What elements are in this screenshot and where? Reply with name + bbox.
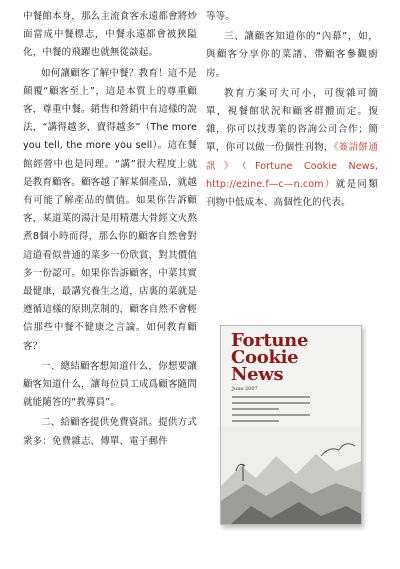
- paragraph-education-plan: [206, 85, 378, 212]
- newsletter-link[interactable]: 《簽語餅通訊》（Fortune Cookie News, http://ezine.f—c—n.com）: [206, 142, 378, 190]
- paragraph-step-three: 三、讓顧客知道你的“內幕”，如，與顧客分享你的菜譜、帶顧客參觀廚房。: [206, 31, 378, 79]
- landscape-painting-icon: [221, 426, 361, 524]
- cover-title-line: News: [231, 364, 284, 385]
- left-column: [23, 8, 197, 453]
- right-column: [206, 8, 378, 214]
- cover-issue-date: June 2007: [232, 386, 258, 392]
- education-plan-text: 教育方案可大可小，可復雜可簡單，視餐館狀況和顧客群體而定。復雜，你可以找專業的咨詢公司合作；簡單，你可以做一份個性刊物，: [206, 87, 378, 154]
- cover-title-line: Fortune: [231, 330, 309, 351]
- paragraph-step-one: 一、總結顧客想知道什么，你想要讓顧客知道什么，讓每位員工成爲顧客隨問就能隨答的“教導員”。: [23, 360, 197, 409]
- cover-title-line: Cookie: [231, 347, 299, 368]
- paragraph-continued: 等等。: [206, 11, 235, 22]
- paragraph-step-two: 二、給顧客提供免費資訊。提供方式衆多：免費雜志、傳單、電子郵件: [23, 417, 197, 447]
- cover-title: [231, 332, 356, 383]
- education-plan-conclusion: 就是同類刊物中低成本、高個性化的代表。: [206, 178, 378, 209]
- paragraph-intro-continued: 中餐館本身，那么主流食客永遠都會將炒面當成中餐標志，中餐永遠都會被狹隘化，中餐的飛躍也就無從談起。: [23, 11, 197, 59]
- paragraph-educate-customers: 如何讓顧客了解中餐？教育！這不是顛覆“顧客至上”，這是本質上的尊重顧客，尊重中餐。銷售和營銷中有這樣的說法，“講得越多，賣得越多”（The more you tell, the more you sell）。這在餐館經營中也是同理。“講”很大程度上就是教育顧客。顧客越了解某個產品，就越有可能了解產品的價值。如果你告訴顧客，某道菜的湯汁是用精選大骨經文火熬煮8個小時而得，那么你的顧客自然會對這道看似普通的菜多一份欣賞，對其價值多一份認可。如果你告訴顧客，中菜其實最健康，最講究養生之道，店裏的菜就是遵循這樣的原則烹制的，顧客自然不會輕信那些中餐不健康之言論。如何教育顧客？: [23, 67, 197, 352]
- cover-text-lines: [232, 396, 310, 426]
- newsletter-cover-image: [220, 325, 362, 525]
